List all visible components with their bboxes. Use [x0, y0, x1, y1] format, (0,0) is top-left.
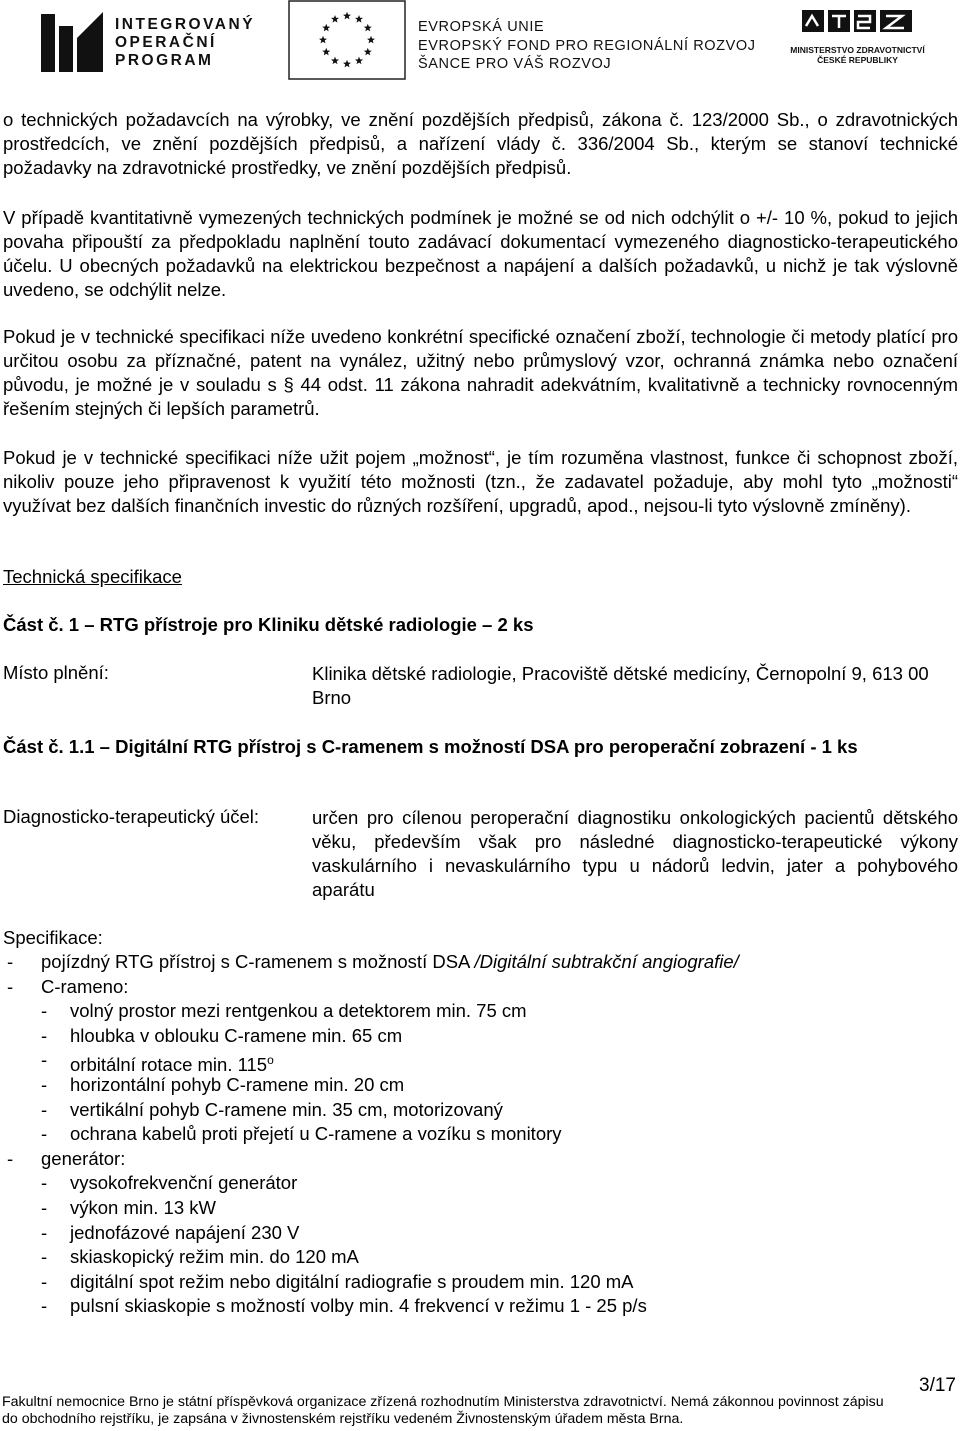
spec-item-text — [70, 1073, 404, 1098]
spec-item-text — [41, 975, 128, 1000]
spec-item — [3, 1122, 958, 1147]
spec-item-text — [70, 1270, 634, 1295]
page-number: 3/17 — [919, 1375, 956, 1396]
place-label: Místo plnění: — [3, 662, 109, 683]
spec-item-main: pulsní skiaskopie s možností volby min. 4 frekvencí v režimu 1 - 25 p/s — [70, 1295, 647, 1317]
spec-item — [3, 1221, 958, 1246]
bullet-dash: - — [41, 1098, 48, 1120]
spec-item — [3, 975, 958, 1000]
spec-item-main: jednofázové napájení 230 V — [70, 1221, 300, 1243]
degree-sign: o — [267, 1053, 274, 1068]
spec-item — [3, 1245, 958, 1270]
paragraph-equivalents — [3, 325, 958, 421]
bullet-dash: - — [41, 1270, 48, 1292]
bullet-dash: - — [41, 1049, 48, 1071]
purpose-text: určen pro cílenou peroperační diagnostiku onkologických pacientů dětského věku, především však pro následné diagnosticko-terapeutické výkony vaskulárního i nevaskulárního typu u nádorů ledvin, jater a pohybového aparátu — [312, 807, 958, 900]
spec-item-main: vertikální pohyb C-ramene min. 35 cm, motorizovaný — [70, 1098, 503, 1120]
iop-logo-mark — [41, 8, 103, 72]
spec-item — [3, 1024, 958, 1049]
iop-line-1: INTEGROVANÝ — [115, 16, 256, 33]
spec-item-main: orbitální rotace min. 115 — [70, 1054, 268, 1076]
iop-logo-text — [115, 16, 255, 70]
purpose-label: Diagnosticko-terapeutický účel: — [3, 806, 260, 827]
spec-item-text — [41, 950, 739, 975]
tech-spec-heading: Technická specifikace — [3, 566, 182, 587]
bullet-dash: - — [41, 1000, 48, 1022]
bullet-dash: - — [7, 951, 14, 972]
spec-item-text — [70, 999, 527, 1024]
ministry-line-1: MINISTERSTVO ZDRAVOTNICTVÍ — [790, 45, 925, 55]
paragraph-text: o technických požadavcích na výrobky, ve znění pozdějších předpisů, zákona č. 123/2000 Sb., o zdravotnických prostředcích, ve znění pozdějších předpisů, a nařízení vlády č. 336/2004 Sb., kterým se stanoví technické požadavky na zdravotnické prostředky, ve znění pozdějších předpisů. — [3, 109, 958, 178]
spec-item-main: skiaskopický režim min. do 120 mA — [70, 1246, 359, 1268]
spec-item-main: volný prostor mezi rentgenkou a detektorem min. 75 cm — [70, 1000, 527, 1022]
paragraph-text: Pokud je v technické specifikaci níže uvedeno konkrétní specifické označení zboží, technologie či metody platící pro určitou osobu za příznačné, patent na vynález, užitný nebo průmyslový vzor, ochranná známka nebo označení původu, je možné je v souladu s § 44 odst. 11 zákona nahradit adekvátním, kvalitativně a technicky rovnocenným řešením stejných či lepších parametrů. — [3, 326, 958, 419]
eu-line-2: EVROPSKÝ FOND PRO REGIONÁLNÍ ROZVOJ — [418, 37, 756, 54]
spec-item — [3, 1147, 958, 1172]
spec-item — [3, 1073, 958, 1098]
bullet-dash: - — [41, 1123, 48, 1145]
part-heading: Část č. 1 – RTG přístroje pro Kliniku dětské radiologie – 2 ks — [3, 614, 534, 635]
bullet-dash: - — [41, 1073, 48, 1095]
spec-item-main: hloubka v oblouku C-ramene min. 65 cm — [70, 1024, 403, 1046]
spec-item-text — [70, 1221, 299, 1246]
eu-line-1: EVROPSKÁ UNIE — [418, 19, 545, 35]
spec-item-text — [70, 1171, 297, 1196]
place-value: Klinika dětské radiologie, Pracoviště dětské medicíny, Černopolní 9, 613 00 Brno — [312, 663, 929, 708]
bullet-dash: - — [41, 1221, 48, 1243]
iop-line-3: PROGRAM — [115, 52, 214, 69]
bullet-dash: - — [7, 975, 14, 997]
bullet-dash: - — [41, 1295, 48, 1317]
spec-item-text — [70, 1294, 647, 1319]
eu-text — [418, 18, 756, 74]
spec-item — [3, 1048, 958, 1076]
paragraph-legal-refs — [3, 108, 958, 180]
spec-item-main: pojízdný RTG přístroj s C-ramenem s možností DSA — [41, 951, 475, 972]
spec-item-main: generátor: — [41, 1147, 126, 1169]
bullet-dash: - — [7, 1147, 14, 1169]
spec-item-text — [70, 1245, 359, 1270]
paragraph-text: Pokud je v technické specifikaci níže užit pojem „možnost“, je tím rozuměna vlastnost, funkce či schopnost zboží, nikoliv pouze jeho připravenost k využití této možnosti (tzn., že zadavatel požaduje, aby mohl tyto „možnosti“ využívat bez dalších finančních investic do různých rozšíření, upgradů, apod., nejsou-li tyto výslovně zmíněny). — [3, 447, 958, 516]
spec-item-text — [70, 1122, 562, 1147]
spec-item-text — [70, 1024, 402, 1049]
subpart-heading-text: Část č. 1.1 – Digitální RTG přístroj s C-ramenem s možností DSA pro peroperační zobrazení - 1 ks — [3, 736, 858, 757]
eu-line-3: ŠANCE PRO VÁŠ ROZVOJ — [418, 56, 612, 72]
spec-item-main: vysokofrekvenční generátor — [70, 1172, 298, 1194]
spec-item-main: výkon min. 13 kW — [70, 1196, 216, 1218]
eu-flag-icon — [288, 0, 406, 80]
spec-list — [3, 950, 958, 1319]
ministry-logo-mark — [798, 6, 918, 38]
spec-item-text — [70, 1098, 503, 1123]
spec-item — [3, 1171, 958, 1196]
ministry-logo — [790, 6, 925, 76]
paragraph-possibility — [3, 446, 958, 518]
purpose-value — [312, 806, 958, 902]
ministry-line-2: ČESKÉ REPUBLIKY — [817, 55, 898, 65]
footer-text — [2, 1394, 958, 1428]
spec-item — [3, 950, 958, 975]
iop-line-2: OPERAČNÍ — [115, 34, 217, 51]
spec-item-main: horizontální pohyb C-ramene min. 20 cm — [70, 1073, 405, 1095]
spec-item-text — [41, 1147, 125, 1172]
paragraph-deviation — [3, 206, 958, 302]
subpart-heading — [3, 735, 958, 759]
header-logos — [0, 0, 960, 82]
bullet-dash: - — [41, 1024, 48, 1046]
bullet-dash: - — [41, 1246, 48, 1268]
spec-item — [3, 1270, 958, 1295]
bullet-dash: - — [41, 1172, 48, 1194]
spec-item — [3, 1196, 958, 1221]
spec-item-text — [70, 1196, 216, 1221]
bullet-dash: - — [41, 1196, 48, 1218]
ministry-text — [790, 45, 925, 65]
paragraph-text: V případě kvantitativně vymezených technických podmínek je možné se od nich odchýlit o +/- 10 %, pokud to jejich povaha připouští za předpokladu naplnění touto zadávací dokumentací vymezeného diagnosticko-terapeutického účelu. U obecných požadavků na elektrickou bezpečnost a napájení a dalších požadavků, u nichž je tak výslovně uvedeno, se odchýlit nelze. — [3, 207, 958, 300]
spec-item-main: digitální spot režim nebo digitální radiografie s proudem min. 120 mA — [70, 1270, 634, 1292]
spec-label: Specifikace: — [3, 927, 103, 948]
spec-item — [3, 1294, 958, 1319]
iop-logo — [35, 4, 280, 74]
footer-line-1: Fakultní nemocnice Brno je státní příspěvková organizace zřízená rozhodnutím Ministerstva zdravotnictví. Nemá zákonnou povinnost zápisu — [2, 1394, 884, 1410]
spec-item-main: C-rameno: — [41, 975, 129, 997]
footer-line-2: do obchodního rejstříku, je zapsána v živnostenském rejstříku vedeném Živnostenským úřadem města Brna. — [2, 1411, 684, 1427]
spec-item-italic: /Digitální subtrakční angiografie/ — [474, 951, 739, 972]
spec-item-main: ochrana kabelů proti přejetí u C-ramene a vozíku s monitory — [70, 1123, 562, 1145]
spec-item — [3, 999, 958, 1024]
spec-item — [3, 1098, 958, 1123]
